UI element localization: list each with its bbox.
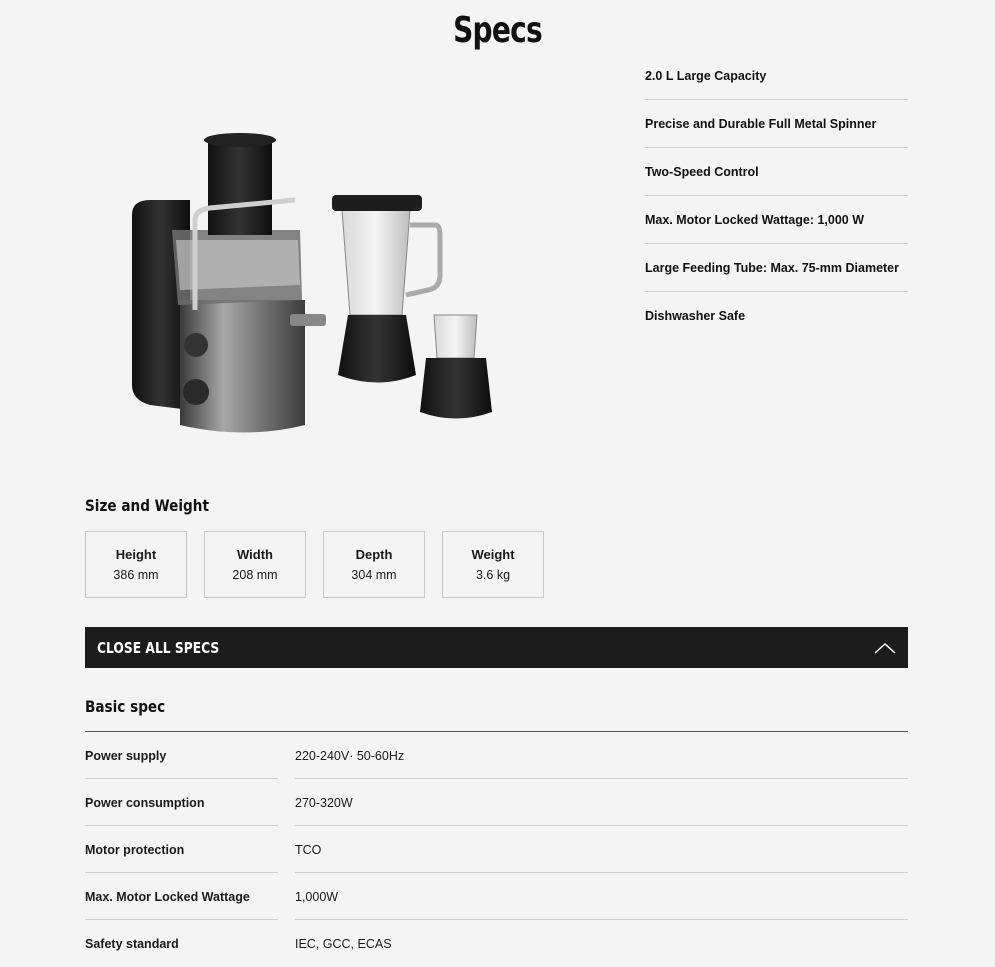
spec-value: IEC, GCC, ECAS (295, 936, 392, 951)
dimension-label: Depth (355, 547, 393, 562)
spec-value: 270-320W (295, 795, 353, 810)
dimension-value: 208 mm (232, 568, 278, 582)
dimension-label: Weight (471, 547, 515, 562)
spec-key: Max. Motor Locked Wattage (85, 889, 250, 904)
dimension-card-depth (323, 531, 425, 598)
close-all-specs-button[interactable] (85, 627, 908, 668)
spec-key: Power supply (85, 748, 167, 763)
dimension-label: Height (115, 547, 157, 562)
feature-item: Two-Speed Control (645, 148, 908, 196)
spec-key: Safety standard (85, 936, 179, 951)
spec-value: 1,000W (295, 889, 339, 904)
dimension-card-height (85, 531, 187, 598)
page-title: Specs (453, 10, 542, 51)
feature-item: Large Feeding Tube: Max. 75-mm Diameter (645, 244, 908, 292)
dimensions-group (85, 531, 544, 598)
spec-key: Power consumption (85, 795, 205, 810)
spec-key: Motor protection (85, 842, 185, 857)
feature-item: Dishwasher Safe (645, 308, 746, 323)
dimension-card-weight (442, 531, 544, 598)
product-image (110, 100, 530, 460)
chevron-up-icon[interactable] (874, 642, 896, 654)
table-row (85, 873, 908, 920)
feature-list (645, 52, 908, 339)
dimension-value: 3.6 kg (475, 568, 511, 582)
feature-item: Precise and Durable Full Metal Spinner (645, 100, 908, 148)
basic-spec-title: Basic spec (85, 697, 166, 716)
size-weight-title: Size and Weight (85, 496, 209, 515)
table-row (85, 920, 908, 967)
spec-value: 220-240V· 50-60Hz (295, 748, 405, 763)
feature-item: Max. Motor Locked Wattage: 1,000 W (645, 196, 908, 244)
basic-spec-table (85, 731, 908, 967)
table-row (85, 779, 908, 826)
dimension-card-width (204, 531, 306, 598)
feature-item: 2.0 L Large Capacity (645, 52, 908, 100)
dimension-label: Width (237, 547, 273, 562)
table-row (85, 732, 908, 779)
dimension-value: 386 mm (113, 568, 159, 582)
dimension-value: 304 mm (351, 568, 397, 582)
close-all-specs-label: CLOSE ALL SPECS (97, 638, 220, 657)
spec-value: TCO (295, 842, 322, 857)
table-row (85, 826, 908, 873)
